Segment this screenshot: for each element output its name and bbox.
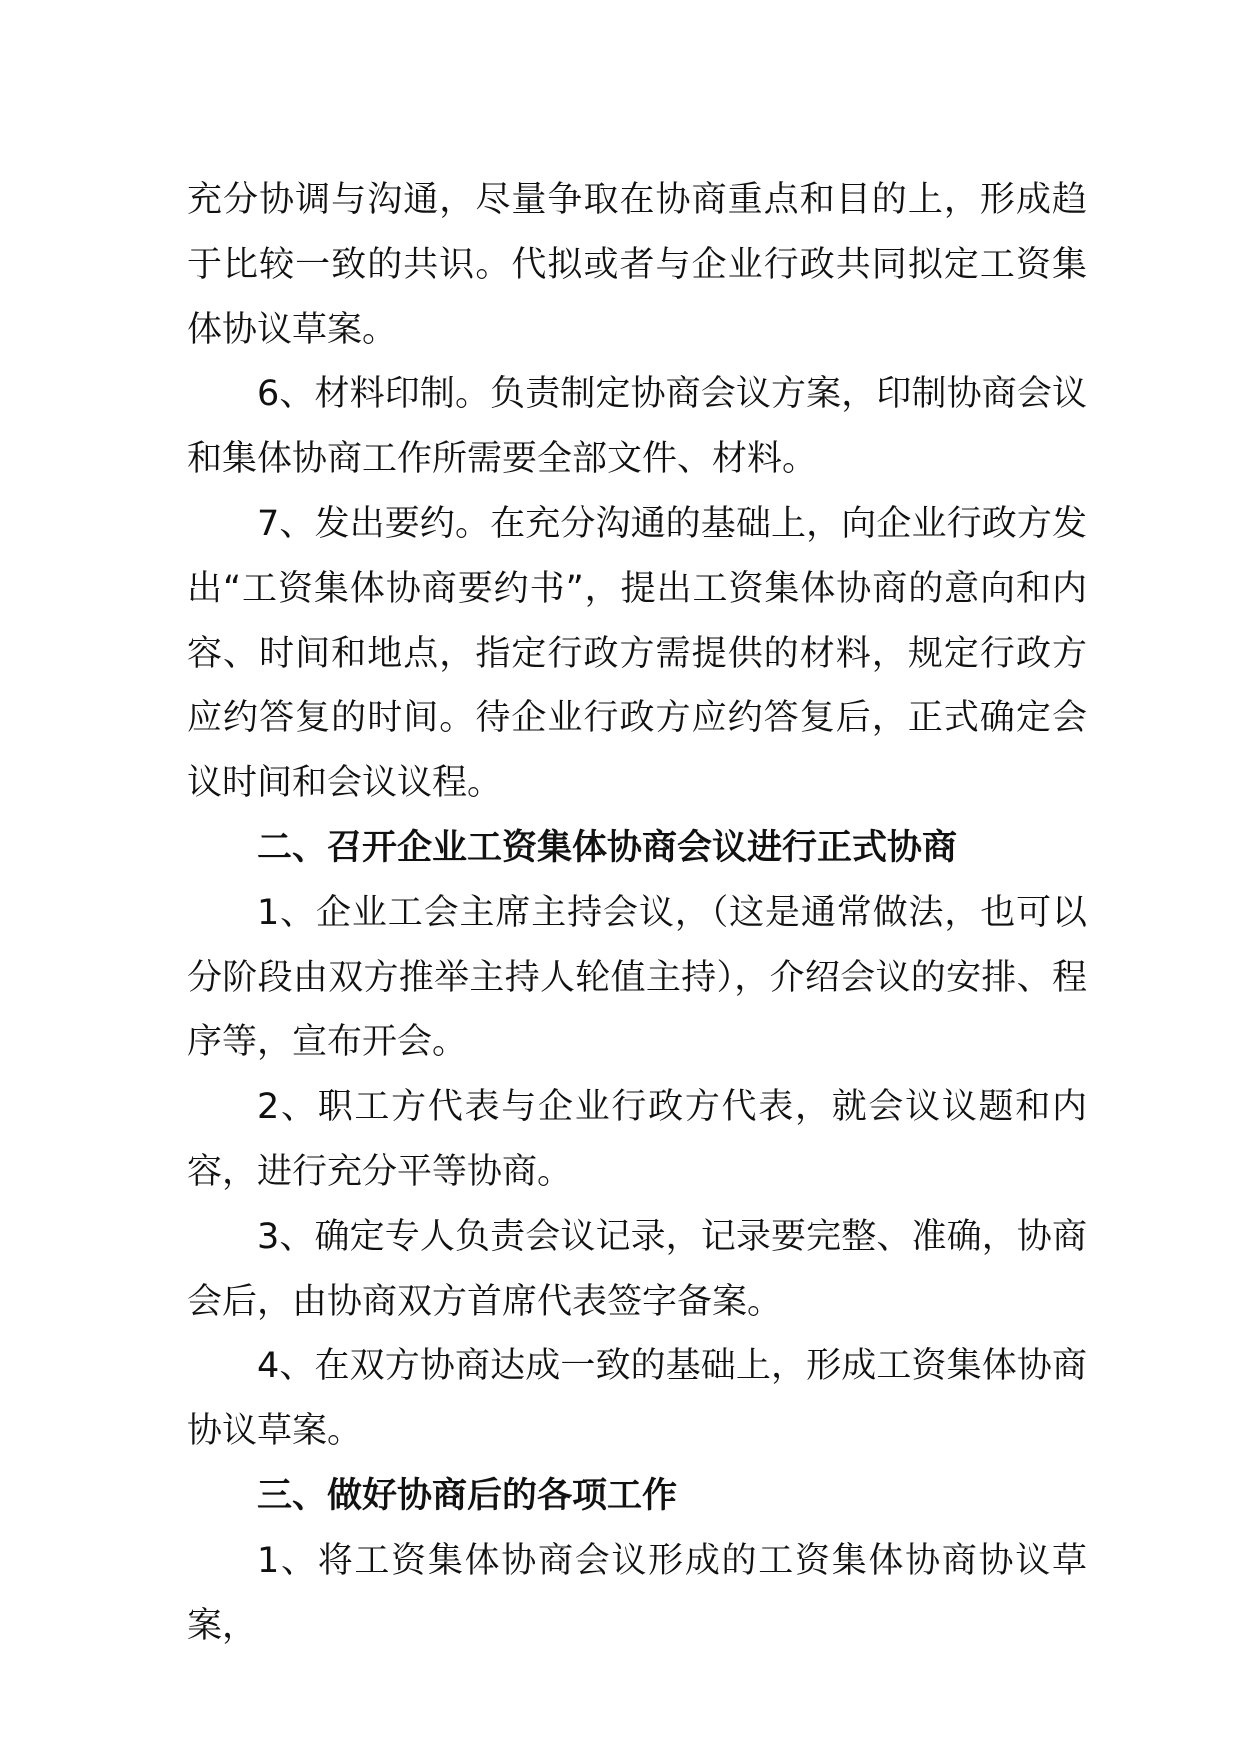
paragraph-section2-item-1: 1、企业工会主席主持会议，（这是通常做法，也可以分阶段由双方推举主持人轮值主持），介绍会议的安排、程序等，宣布开会。 (187, 892, 1087, 1063)
paragraph-section3-item-1: 1、将工资集体协商会议形成的工资集体协商协议草案， (187, 1540, 1087, 1646)
paragraph-section2-item-4: 4、在双方协商达成一致的基础上，形成工资集体协商协议草案。 (187, 1346, 1087, 1452)
document-body (187, 168, 1087, 1658)
paragraph-item-7: 7、发出要约。在充分沟通的基础上，向企业行政方发出“工资集体协商要约书”，提出工资集体协商的意向和内容、时间和地点，指定行政方需提供的材料，规定行政方应约答复的时间。待企业行政方应约答复后，正式确定会议时间和会议议程。 (187, 503, 1087, 804)
section-heading-3: 三、做好协商后的各项工作 (257, 1475, 678, 1516)
paragraph-section2-item-3: 3、确定专人负责会议记录，记录要完整、准确，协商会后，由协商双方首席代表签字备案。 (187, 1216, 1087, 1322)
paragraph-item-6: 6、材料印制。负责制定协商会议方案，印制协商会议和集体协商工作所需要全部文件、材料。 (187, 374, 1087, 480)
section-heading-2: 二、召开企业工资集体协商会议进行正式协商 (257, 827, 958, 868)
paragraph-section2-item-2: 2、职工方代表与企业行政方代表，就会议议题和内容，进行充分平等协商。 (187, 1087, 1087, 1192)
paragraph-continued: 充分协调与沟通，尽量争取在协商重点和目的上，形成趋于比较一致的共识。代拟或者与企业行政共同拟定工资集体协议草案。 (187, 180, 1087, 350)
